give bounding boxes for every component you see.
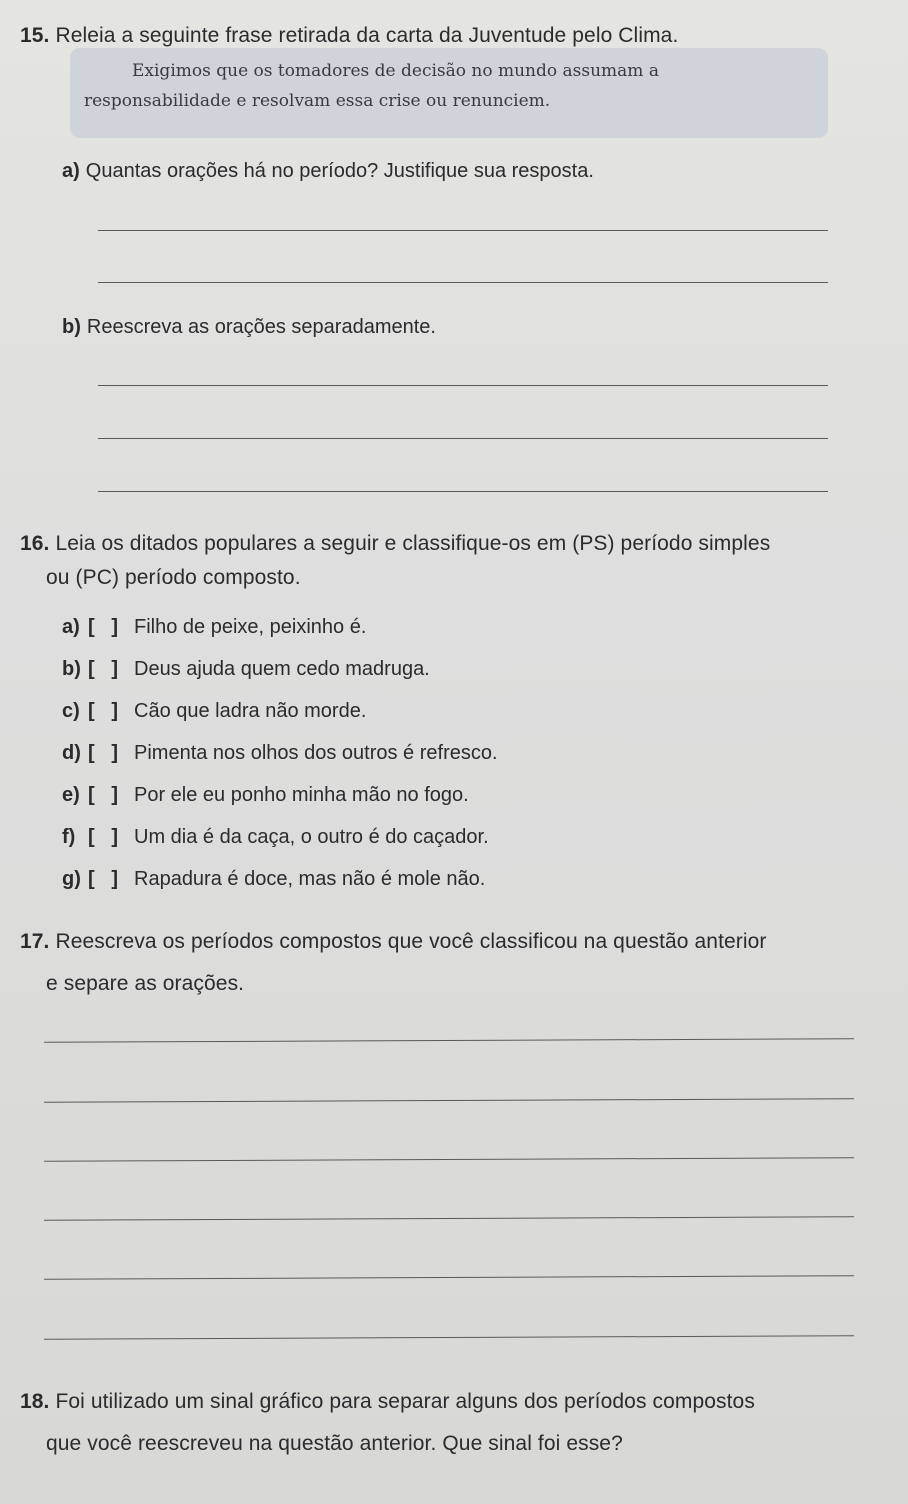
list-item[interactable]: e) [ ] Por ele eu ponho minha mão no fogo. <box>62 784 469 806</box>
question-17 <box>20 928 880 956</box>
list-item[interactable]: f) [ ] Um dia é da caça, o outro é do caçador. <box>62 826 489 848</box>
answer-line[interactable] <box>44 1038 854 1043</box>
answer-line[interactable] <box>98 385 828 386</box>
answer-line[interactable] <box>98 438 828 439</box>
answer-bracket[interactable]: [ ] <box>88 784 118 806</box>
answer-line[interactable] <box>44 1275 854 1280</box>
question-18 <box>20 1388 890 1416</box>
list-item[interactable]: a) [ ] Filho de peixe, peixinho é. <box>62 616 367 638</box>
quote-line-1: Exigimos que os tomadores de decisão no mundo assumam a <box>132 61 659 81</box>
question-16-continued: ou (PC) período composto. <box>46 566 301 589</box>
question-18-continued: que você reescreveu na questão anterior. Que sinal foi esse? <box>46 1432 623 1455</box>
answer-line[interactable] <box>44 1335 854 1340</box>
answer-bracket[interactable]: [ ] <box>88 616 118 638</box>
question-15b: b) Reescreva as orações separadamente. <box>62 316 436 338</box>
question-number: 18. <box>20 1390 50 1413</box>
answer-line[interactable] <box>44 1157 854 1162</box>
question-number: 15. <box>20 24 50 47</box>
answer-bracket[interactable]: [ ] <box>88 658 118 680</box>
answer-bracket[interactable]: [ ] <box>88 742 118 764</box>
answer-bracket[interactable]: [ ] <box>88 868 118 890</box>
question-number: 17. <box>20 930 50 953</box>
question-16 <box>20 530 860 558</box>
answer-bracket[interactable]: [ ] <box>88 700 118 722</box>
list-item[interactable]: c) [ ] Cão que ladra não morde. <box>62 700 367 722</box>
quote-box <box>70 48 828 138</box>
list-item[interactable]: d) [ ] Pimenta nos olhos dos outros é refresco. <box>62 742 498 764</box>
quote-line-2: responsabilidade e resolvam essa crise ou renunciem. <box>84 91 551 111</box>
question-17-continued: e separe as orações. <box>46 972 245 995</box>
answer-line[interactable] <box>44 1098 854 1103</box>
question-number: 16. <box>20 532 50 555</box>
answer-line[interactable] <box>44 1216 854 1221</box>
answer-line[interactable] <box>98 491 828 492</box>
question-15 <box>20 22 880 50</box>
answer-line[interactable] <box>98 230 828 231</box>
list-item[interactable]: g) [ ] Rapadura é doce, mas não é mole não. <box>62 868 486 890</box>
list-item[interactable]: b) [ ] Deus ajuda quem cedo madruga. <box>62 658 430 680</box>
answer-line[interactable] <box>98 282 828 283</box>
question-text-line-1: Reescreva os períodos compostos que você classificou na questão anterior <box>55 930 767 953</box>
question-15a: a) Quantas orações há no período? Justifique sua resposta. <box>62 160 594 182</box>
question-text-line-1: Foi utilizado um sinal gráfico para separar alguns dos períodos compostos <box>55 1390 755 1413</box>
answer-bracket[interactable]: [ ] <box>88 826 118 848</box>
question-text-line-1: Leia os ditados populares a seguir e classifique-os em (PS) período simples <box>55 532 771 555</box>
question-text: Releia a seguinte frase retirada da carta da Juventude pelo Clima. <box>55 24 679 47</box>
